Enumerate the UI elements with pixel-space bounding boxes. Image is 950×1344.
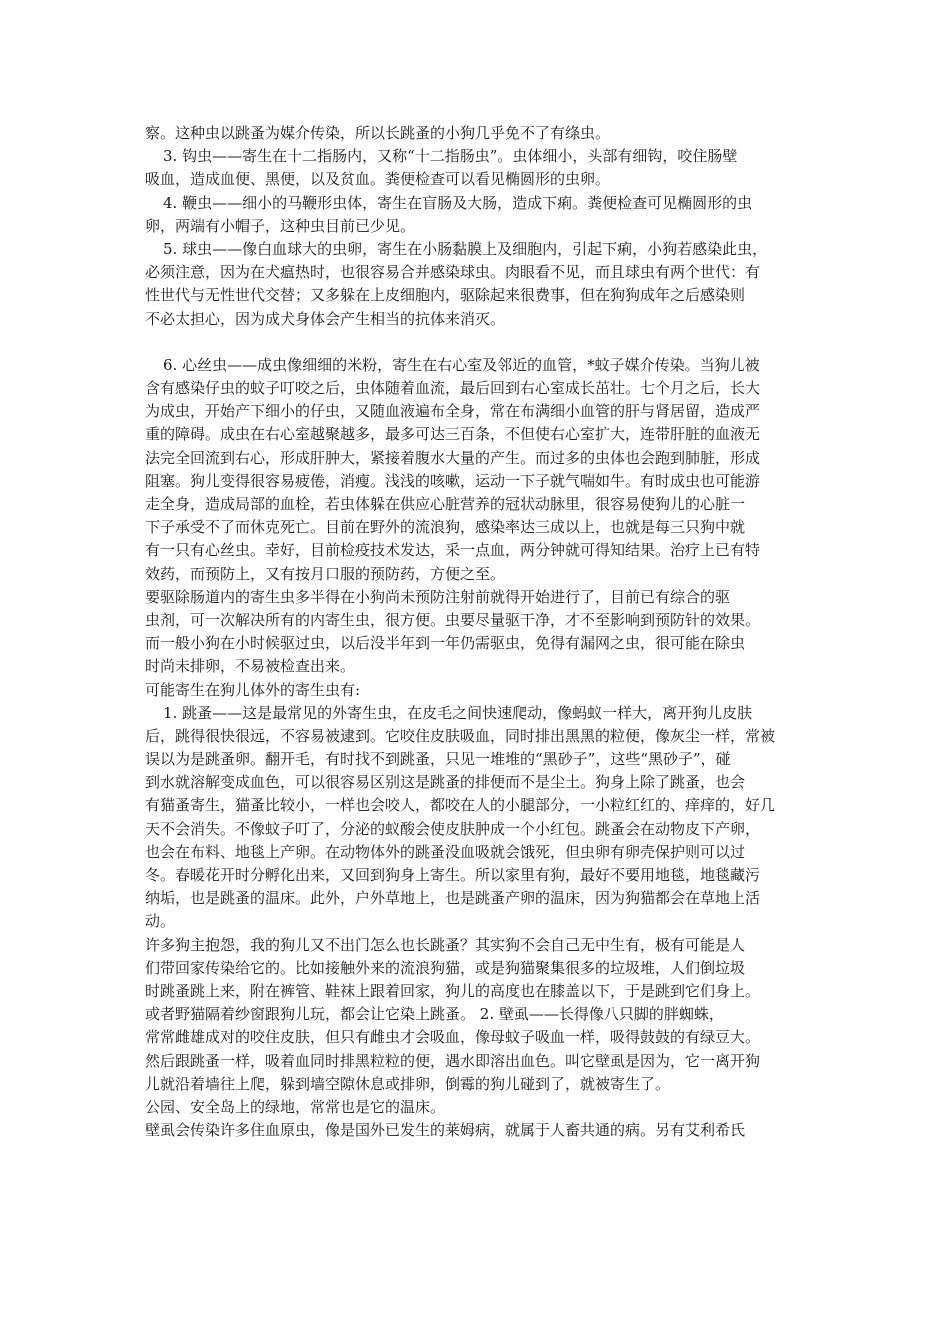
text-line: 儿就沿着墙往上爬，躲到墙空隙休息或排卵，倒霉的狗儿碰到了，就被寄生了。: [145, 1074, 671, 1093]
text-line: 纳垢，也是跳蚤的温床。此外，户外草地上，也是跳蚤产卵的温床，因为狗猫都会在草地上活: [145, 889, 761, 908]
text-line: 走全身，造成局部的血栓，若虫体躲在供应心脏营养的冠状动脉里，很容易使狗儿的心脏一: [145, 495, 746, 513]
paragraph-fleas: 1. 跳蚤——这是最常见的外寄生虫，在皮毛之间快速爬动，像蚂蚁一样大，离开狗儿皮肤: [163, 703, 753, 722]
text-line: 性世代与无性世代交替；又多躲在上皮细胞内，驱除起来很费事，但在狗狗成年之后感染则: [145, 286, 746, 305]
text-line: 法完全回流到右心，形成肝肿大，紧接着腹水大量的产生。而过多的虫体也会跑到肺脏，形成: [145, 448, 761, 467]
paragraph-whipworm: 4. 鞭虫——细小的马鞭形虫体，寄生在盲肠及大肠，造成下痢。粪便检查可见椭圆形的虫: [163, 193, 753, 212]
text-line: 重的障碍。成虫在右心室越聚越多，最多可达三百条，不但使右心室扩大，连带肝脏的血液无: [145, 425, 761, 444]
text-line: 卵，两端有小帽子，这种虫目前已少见。: [145, 216, 416, 235]
text-line: 不必太担心，因为成犬身体会产生相当的抗体来消灭。: [145, 309, 506, 328]
document-body: [145, 122, 815, 1142]
text-line: 误以为是跳蚤卵。翻开毛，有时找不到跳蚤，只见一堆堆的“黑砂子”，这些“黑砂子”，碰: [145, 750, 731, 769]
text-line: 有一只有心丝虫。幸好，目前检疫技术发达，采一点血，两分钟就可得知结果。治疗上已有特: [145, 541, 761, 560]
text-line: 冬。春暖花开时分孵化出来，又回到狗身上寄生。所以家里有狗，最好不要用地毯，地毯藏污: [145, 866, 761, 884]
paragraph-owners-complaint: 许多狗主抱怨，我的狗儿又不出门怎么也长跳蚤？其实狗不会自己无中生有，极有可能是人: [145, 935, 746, 954]
paragraph-coccidia: 5. 球虫——像白血球大的虫卵，寄生在小肠黏膜上及细胞内，引起下痢，小狗若感染此虫，: [163, 239, 768, 258]
text-line: 吸血，造成血便、黑便，以及贫血。粪便检查可以看见椭圆形的虫卵。: [145, 170, 611, 189]
text-line: 必须注意，因为在犬瘟热时，也很容易合并感染球虫。肉眼看不见，而且球虫有两个世代：有: [145, 263, 761, 282]
paragraph-parks: 公园、安全岛上的绿地，常常也是它的温床。: [145, 1097, 446, 1116]
text-line: 们带回家传染给它的。比如接触外来的流浪狗猫，或是狗猫聚集很多的垃圾堆，人们倒垃圾: [145, 958, 746, 977]
paragraph-heartworm: 6. 心丝虫——成虫像细细的米粉，寄生在右心室及邻近的血管，*蚊子媒介传染。当狗儿被: [163, 355, 760, 374]
external-parasites-heading: 可能寄生在狗儿体外的寄生虫有:: [145, 680, 361, 699]
text-line: 虫剂，可一次解决所有的内寄生虫，很方便。虫要尽量驱干净，才不至影响到预防针的效果。: [145, 610, 761, 629]
text-line: 察。这种虫以跳蚤为媒介传染，所以长跳蚤的小狗几乎免不了有绦虫。: [145, 124, 611, 142]
text-line: 到水就溶解变成血色，可以很容易区别这是跳蚤的排便而不是尘土。狗身上除了跳蚤，也会: [145, 773, 746, 792]
text-line: 动。: [145, 912, 176, 931]
paragraph-deworming: 要驱除肠道内的寄生虫多半得在小狗尚未预防注射前就得开始进行了，目前已有综合的驱: [145, 587, 731, 606]
text-line: 阻塞。狗儿变得很容易疲倦，消瘦。浅浅的咳嗽，运动一下子就气喘如牛。有时成虫也可能游: [145, 471, 761, 490]
text-line: 含有感染仔虫的蚊子叮咬之后，虫体随着血流，最后回到右心室成长茁壮。七个月之后，长大: [145, 379, 761, 398]
text-line: 下子承受不了而休克死亡。目前在野外的流浪狗，感染率达三成以上，也就是每三只狗中就: [145, 518, 746, 537]
text-line: 有猫蚤寄生，猫蚤比较小，一样也会咬人，都咬在人的小腿部分，一小粒红红的、痒痒的，好几: [145, 796, 776, 815]
text-line: 或者野猫隔着纱窗跟狗儿玩，都会让它染上跳蚤。 2. 壁虱——长得像八只脚的胖蜘蛛，: [145, 1005, 724, 1024]
text-line: 为成虫，开始产下细小的仔虫，又随血液遍布全身，常在布满细小血管的肝与肾居留，造成严: [145, 402, 761, 421]
text-line: 后，跳得很快很远，不容易被逮到。它咬住皮肤吸血，同时排出黑黑的粒便，像灰尘一样，常被: [145, 726, 776, 745]
paragraph-tick-diseases: 壁虱会传染许多住血原虫，像是国外已发生的莱姆病，就属于人畜共通的病。另有艾利希氏: [145, 1121, 746, 1140]
paragraph-gap: [145, 331, 815, 354]
text-line: 而一般小狗在小时候驱过虫，以后没半年到一年仍需驱虫，免得有漏网之虫，很可能在除虫: [145, 634, 746, 653]
text-line: 天不会消失。不像蚊子叮了，分泌的蚁酸会使皮肤肿成一个小红包。跳蚤会在动物皮下产卵，: [145, 819, 761, 838]
text-line: 效药，而预防上，又有按月口服的预防药，方便之至。: [145, 564, 506, 583]
text-line: 时尚未排卵，不易被检查出来。: [145, 657, 356, 676]
text-line: 常常雌雄成对的咬住皮肤，但只有雌虫才会吸血，像母蚊子吸血一样，吸得鼓鼓的有绿豆大。: [145, 1028, 761, 1047]
text-line: 时跳蚤跳上来，附在裤管、鞋袜上跟着回家，狗儿的高度也在膝盖以下，于是跳到它们身上。: [145, 981, 761, 1000]
text-line: 然后跟跳蚤一样，吸着血同时排黑粒粒的便，遇水即溶出血色。叫它壁虱是因为，它一离开狗: [145, 1051, 761, 1070]
text-line: 也会在布料、地毯上产卵。在动物体外的跳蚤没血吸就会饿死，但虫卵有卵壳保护则可以过: [145, 842, 746, 861]
paragraph-hookworm: 3. 钩虫——寄生在十二指肠内，又称“十二指肠虫”。虫体细小，头部有细钩，咬住肠壁: [163, 147, 738, 166]
